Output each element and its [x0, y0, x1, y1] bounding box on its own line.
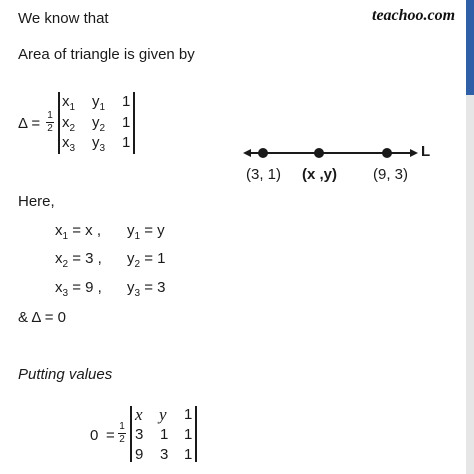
final-lhs: 0: [90, 427, 99, 444]
final-cell-y: y: [159, 405, 167, 424]
point-label-9-3: (9, 3): [373, 166, 409, 183]
teachoo-logo: teachoo.com: [372, 7, 456, 24]
final-cell-x: x: [135, 405, 143, 424]
line-left-arrow-icon: [243, 149, 251, 157]
point-label-3-1: (3, 1): [246, 166, 282, 183]
det-cell-x1: $x_1$: [62, 93, 76, 113]
det-cell-one: 1: [122, 93, 131, 110]
det-cell-x3: $x_3$: [62, 134, 76, 154]
scrollbar-track[interactable]: [466, 0, 474, 474]
here-line: Here,: [18, 193, 55, 210]
putting-values-heading: Putting values: [18, 366, 113, 383]
determinant-left-bar: [58, 92, 60, 154]
det-cell-y1: $y_1$: [92, 93, 106, 113]
final-cell-one: 1: [184, 406, 193, 423]
final-cell-3: 3: [135, 426, 144, 443]
final-equals: =: [106, 427, 115, 444]
delta-lhs: Δ =: [18, 115, 41, 132]
line-label: L: [421, 143, 431, 160]
final-cell-3: 3: [160, 446, 169, 463]
value-y2: $y_2 = 1$: [127, 250, 166, 270]
point-9-3: [382, 148, 392, 158]
final-det-left-bar: [130, 406, 132, 462]
value-x1: $x_1 = x$ ,: [55, 222, 101, 242]
point-3-1: [258, 148, 268, 158]
final-half-denominator: 2: [119, 434, 125, 445]
determinant-right-bar: [133, 92, 135, 154]
intro-line: We know that: [18, 10, 109, 27]
half-denominator: 2: [47, 123, 53, 134]
final-cell-1: 1: [160, 426, 169, 443]
value-x2: $x_2 = 3$ ,: [55, 250, 102, 270]
final-cell-one: 1: [184, 446, 193, 463]
delta-zero-line: & Δ = 0: [18, 309, 66, 326]
area-line: Area of triangle is given by: [18, 46, 195, 63]
final-half-numerator: 1: [119, 421, 125, 432]
value-y1: $y_1 = y$: [127, 222, 165, 242]
det-cell-y3: $y_3$: [92, 134, 106, 154]
det-cell-one: 1: [122, 134, 131, 151]
point-label-x-y: (x ,y): [302, 166, 338, 183]
final-cell-one: 1: [184, 426, 193, 443]
value-y3: $y_3 = 3$: [127, 279, 166, 299]
final-cell-9: 9: [135, 446, 144, 463]
det-cell-x2: $x_2$: [62, 114, 76, 134]
line-right-arrow-icon: [410, 149, 418, 157]
value-x3: $x_3 = 9$ ,: [55, 279, 102, 299]
scrollbar-thumb[interactable]: [466, 0, 474, 95]
det-cell-one: 1: [122, 114, 131, 131]
half-numerator: 1: [47, 110, 53, 121]
point-x-y: [314, 148, 324, 158]
final-det-right-bar: [195, 406, 197, 462]
det-cell-y2: $y_2$: [92, 114, 106, 134]
